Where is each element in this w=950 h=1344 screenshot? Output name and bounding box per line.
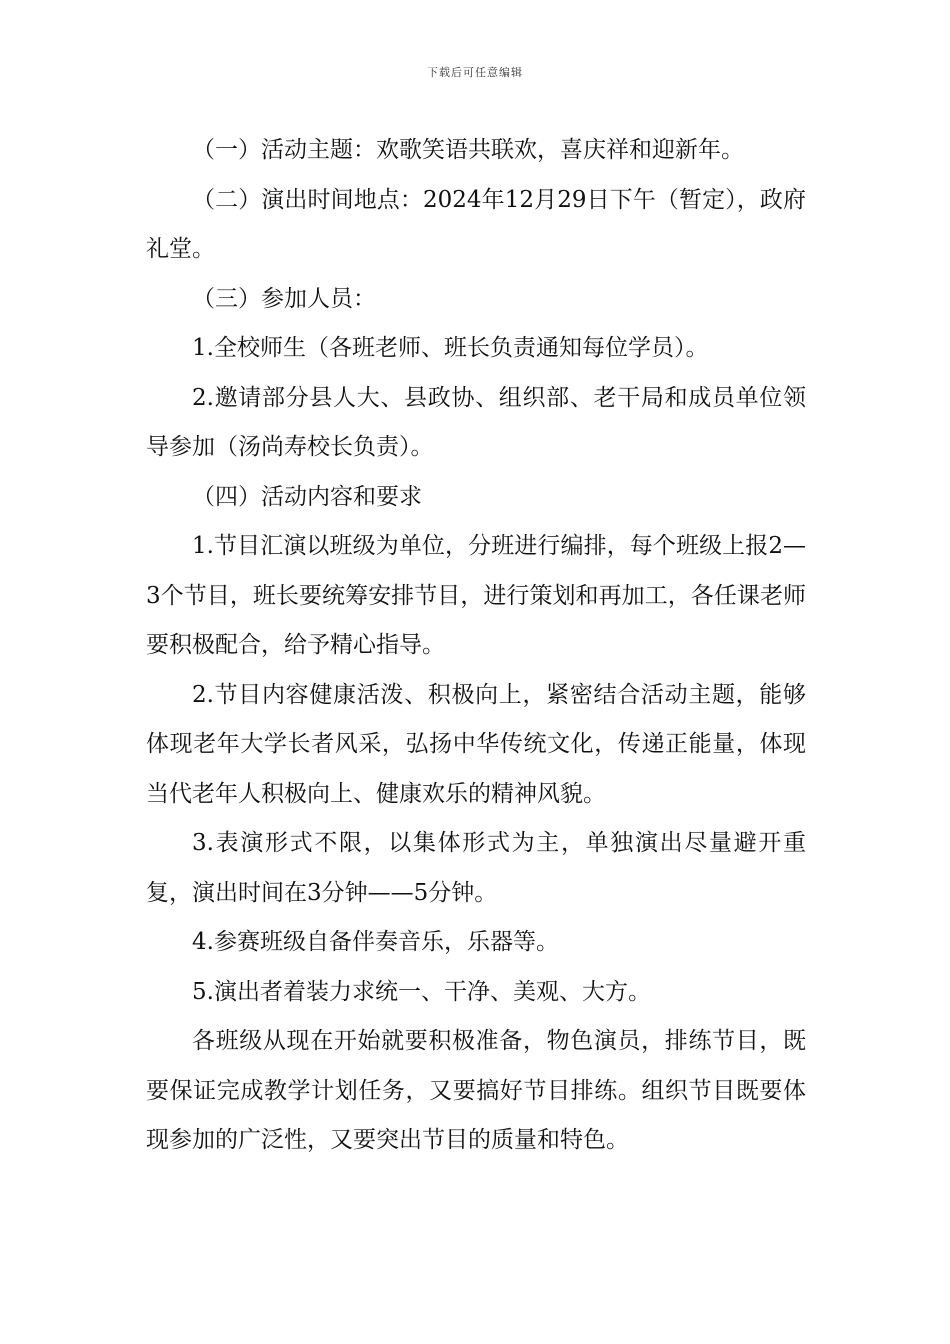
paragraph-participants-heading: （三）参加人员： [192, 285, 376, 312]
paragraph-requirement-4: 4.参赛班级自备伴奏音乐，乐器等。 [192, 929, 559, 955]
paragraph-time-location: （二）演出时间地点：2024年12月29日下午（暂定），政府礼堂。 [146, 186, 806, 262]
paragraph-requirement-3: 3.表演形式不限，以集体形式为主，单独演出尽量避开重复，演出时间在3分钟——5分钟。 [146, 830, 806, 906]
document-body [146, 126, 806, 1166]
paragraph-requirement-5: 5.演出者着装力求统一、干净、美观、大方。 [192, 978, 651, 1005]
paragraph-closing: 各班级从现在开始就要积极准备，物色演员，排练节目，既要保证完成教学计划任务，又要搞好节目排练。组织节目既要体现参加的广泛性，又要突出节目的质量和特色。 [146, 1028, 806, 1153]
paragraph-requirement-1: 1.节目汇演以班级为单位，分班进行编排，每个班级上报2—3个节目，班长要统筹安排节目，进行策划和再加工，各任课老师要积极配合，给予精心指导。 [146, 533, 806, 658]
paragraph-participants-1: 1.全校师生（各班老师、班长负责通知每位学员）。 [192, 335, 709, 361]
page-header-note: 下载后可任意编辑 [427, 66, 523, 79]
paragraph-theme: （一）活动主题：欢歌笑语共联欢，喜庆祥和迎新年。 [192, 137, 744, 163]
paragraph-requirement-2: 2.节目内容健康活泼、积极向上，紧密结合活动主题，能够体现老年大学长者风采，弘扬中华传统文化，传递正能量，体现当代老年人积极向上、健康欢乐的精神风貌。 [146, 681, 806, 807]
paragraph-content-heading: （四）活动内容和要求 [192, 483, 422, 510]
paragraph-participants-2: 2.邀请部分县人大、县政协、组织部、老干局和成员单位领导参加（汤尚寿校长负责）。 [146, 384, 806, 460]
